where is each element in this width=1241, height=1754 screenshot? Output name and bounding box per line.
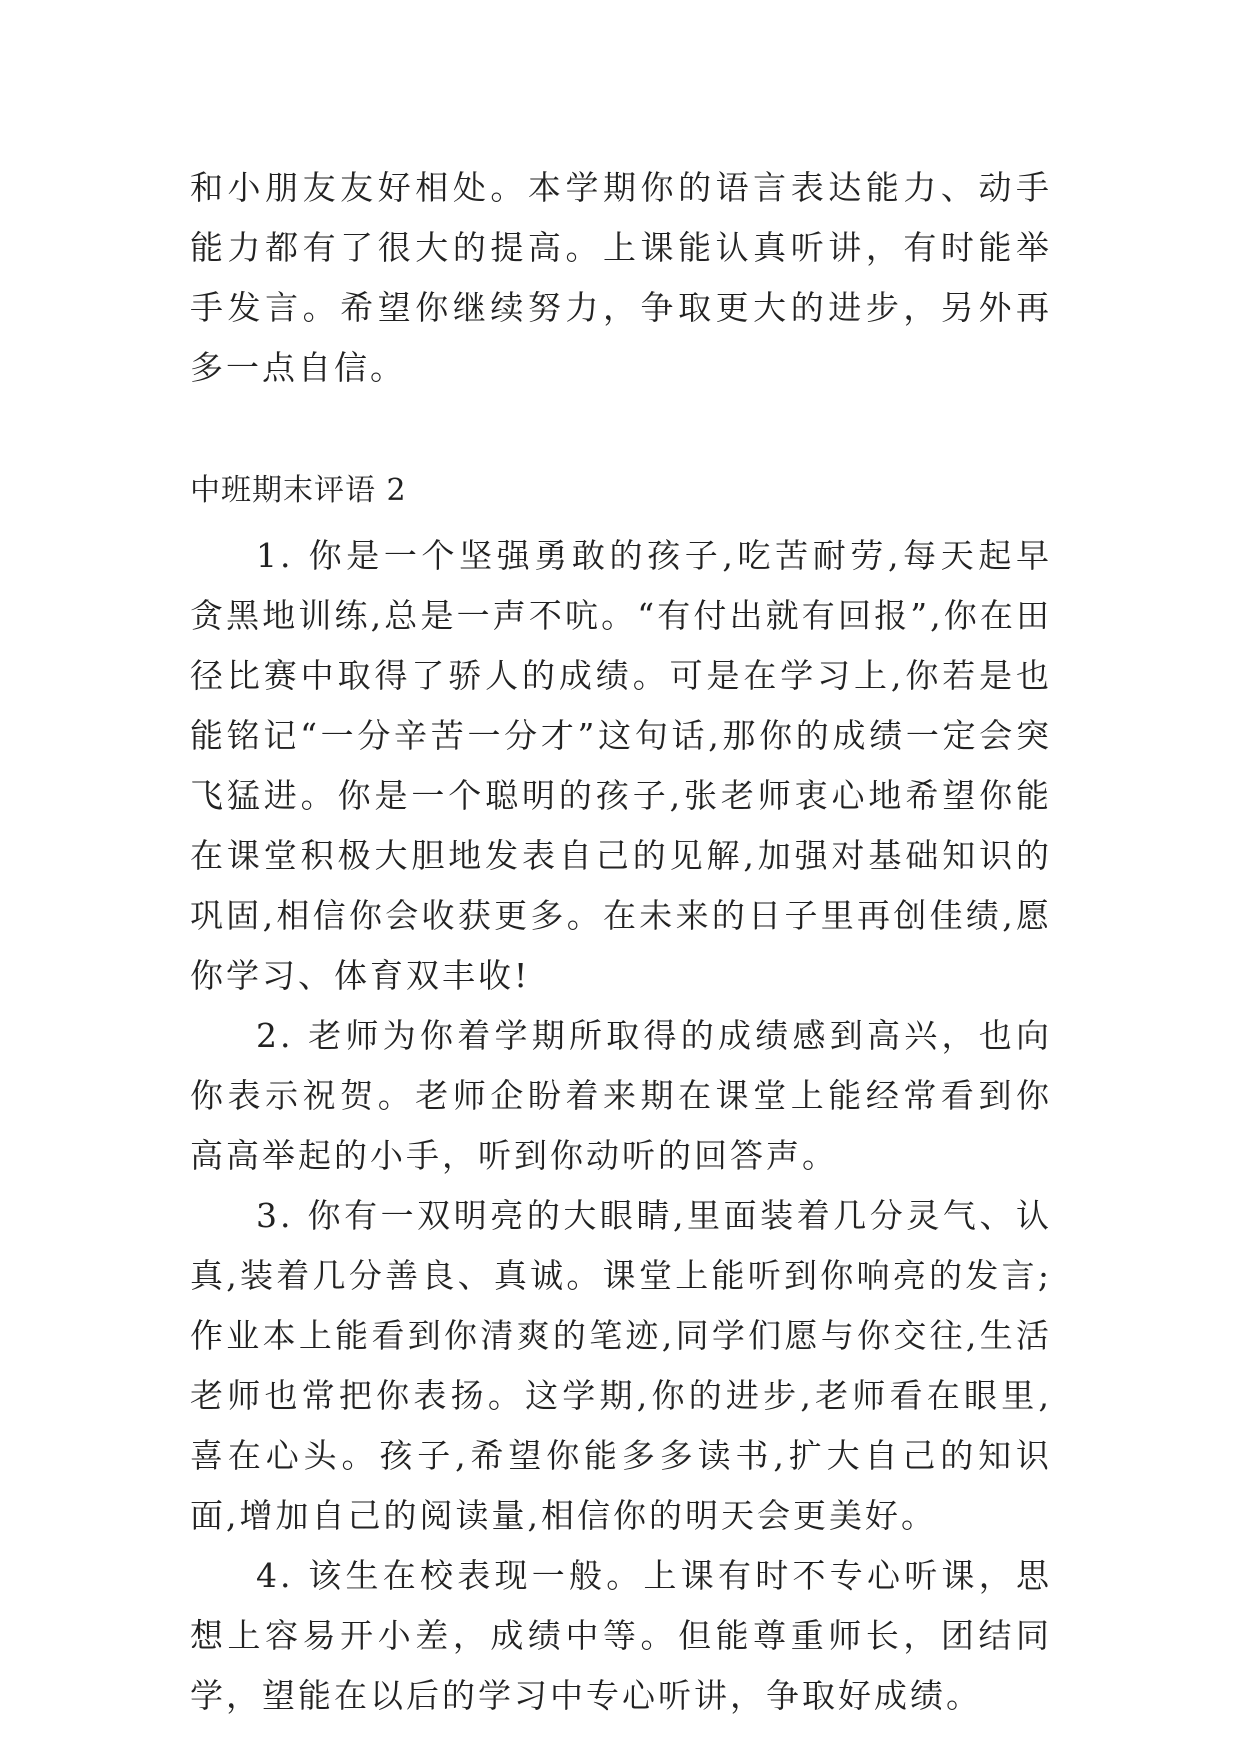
- document-body: [190, 158, 1052, 1726]
- comment-paragraph-1: 1. 你是一个坚强勇敢的孩子,吃苦耐劳,每天起早贪黑地训练,总是一声不吭。“有付出就有回报”,你在田径比赛中取得了骄人的成绩。可是在学习上,你若是也能铭记“一分辛苦一分才”这句话,那你的成绩一定会突飞猛进。你是一个聪明的孩子,张老师衷心地希望你能在课堂积极大胆地发表自己的见解,加强对基础知识的巩固,相信你会收获更多。在未来的日子里再创佳绩,愿你学习、体育双丰收!: [190, 536, 1052, 995]
- opening-paragraph: 和小朋友友好相处。本学期你的语言表达能力、动手能力都有了很大的提高。上课能认真听讲，有时能举手发言。希望你继续努力，争取更大的进步，另外再多一点自信。: [190, 168, 1052, 387]
- comment-paragraph-3: 3. 你有一双明亮的大眼睛,里面装着几分灵气、认真,装着几分善良、真诚。课堂上能听到你响亮的发言;作业本上能看到你清爽的笔迹,同学们愿与你交往,生活老师也常把你表扬。这学期,你的进步,老师看在眼里,喜在心头。孩子,希望你能多多读书,扩大自己的知识面,增加自己的阅读量,相信你的明天会更美好。: [190, 1196, 1052, 1535]
- section-spacer: [190, 398, 1052, 461]
- comment-paragraph-4: 4. 该生在校表现一般。上课有时不专心听课，思想上容易开小差，成绩中等。但能尊重师长，团结同学，望能在以后的学习中专心听讲，争取好成绩。: [190, 1556, 1052, 1715]
- comment-paragraph-2: 2. 老师为你着学期所取得的成绩感到高兴，也向你表示祝贺。老师企盼着来期在课堂上能经常看到你高高举起的小手，听到你动听的回答声。: [190, 1016, 1052, 1175]
- section-heading: 中班期末评语 2: [190, 473, 407, 508]
